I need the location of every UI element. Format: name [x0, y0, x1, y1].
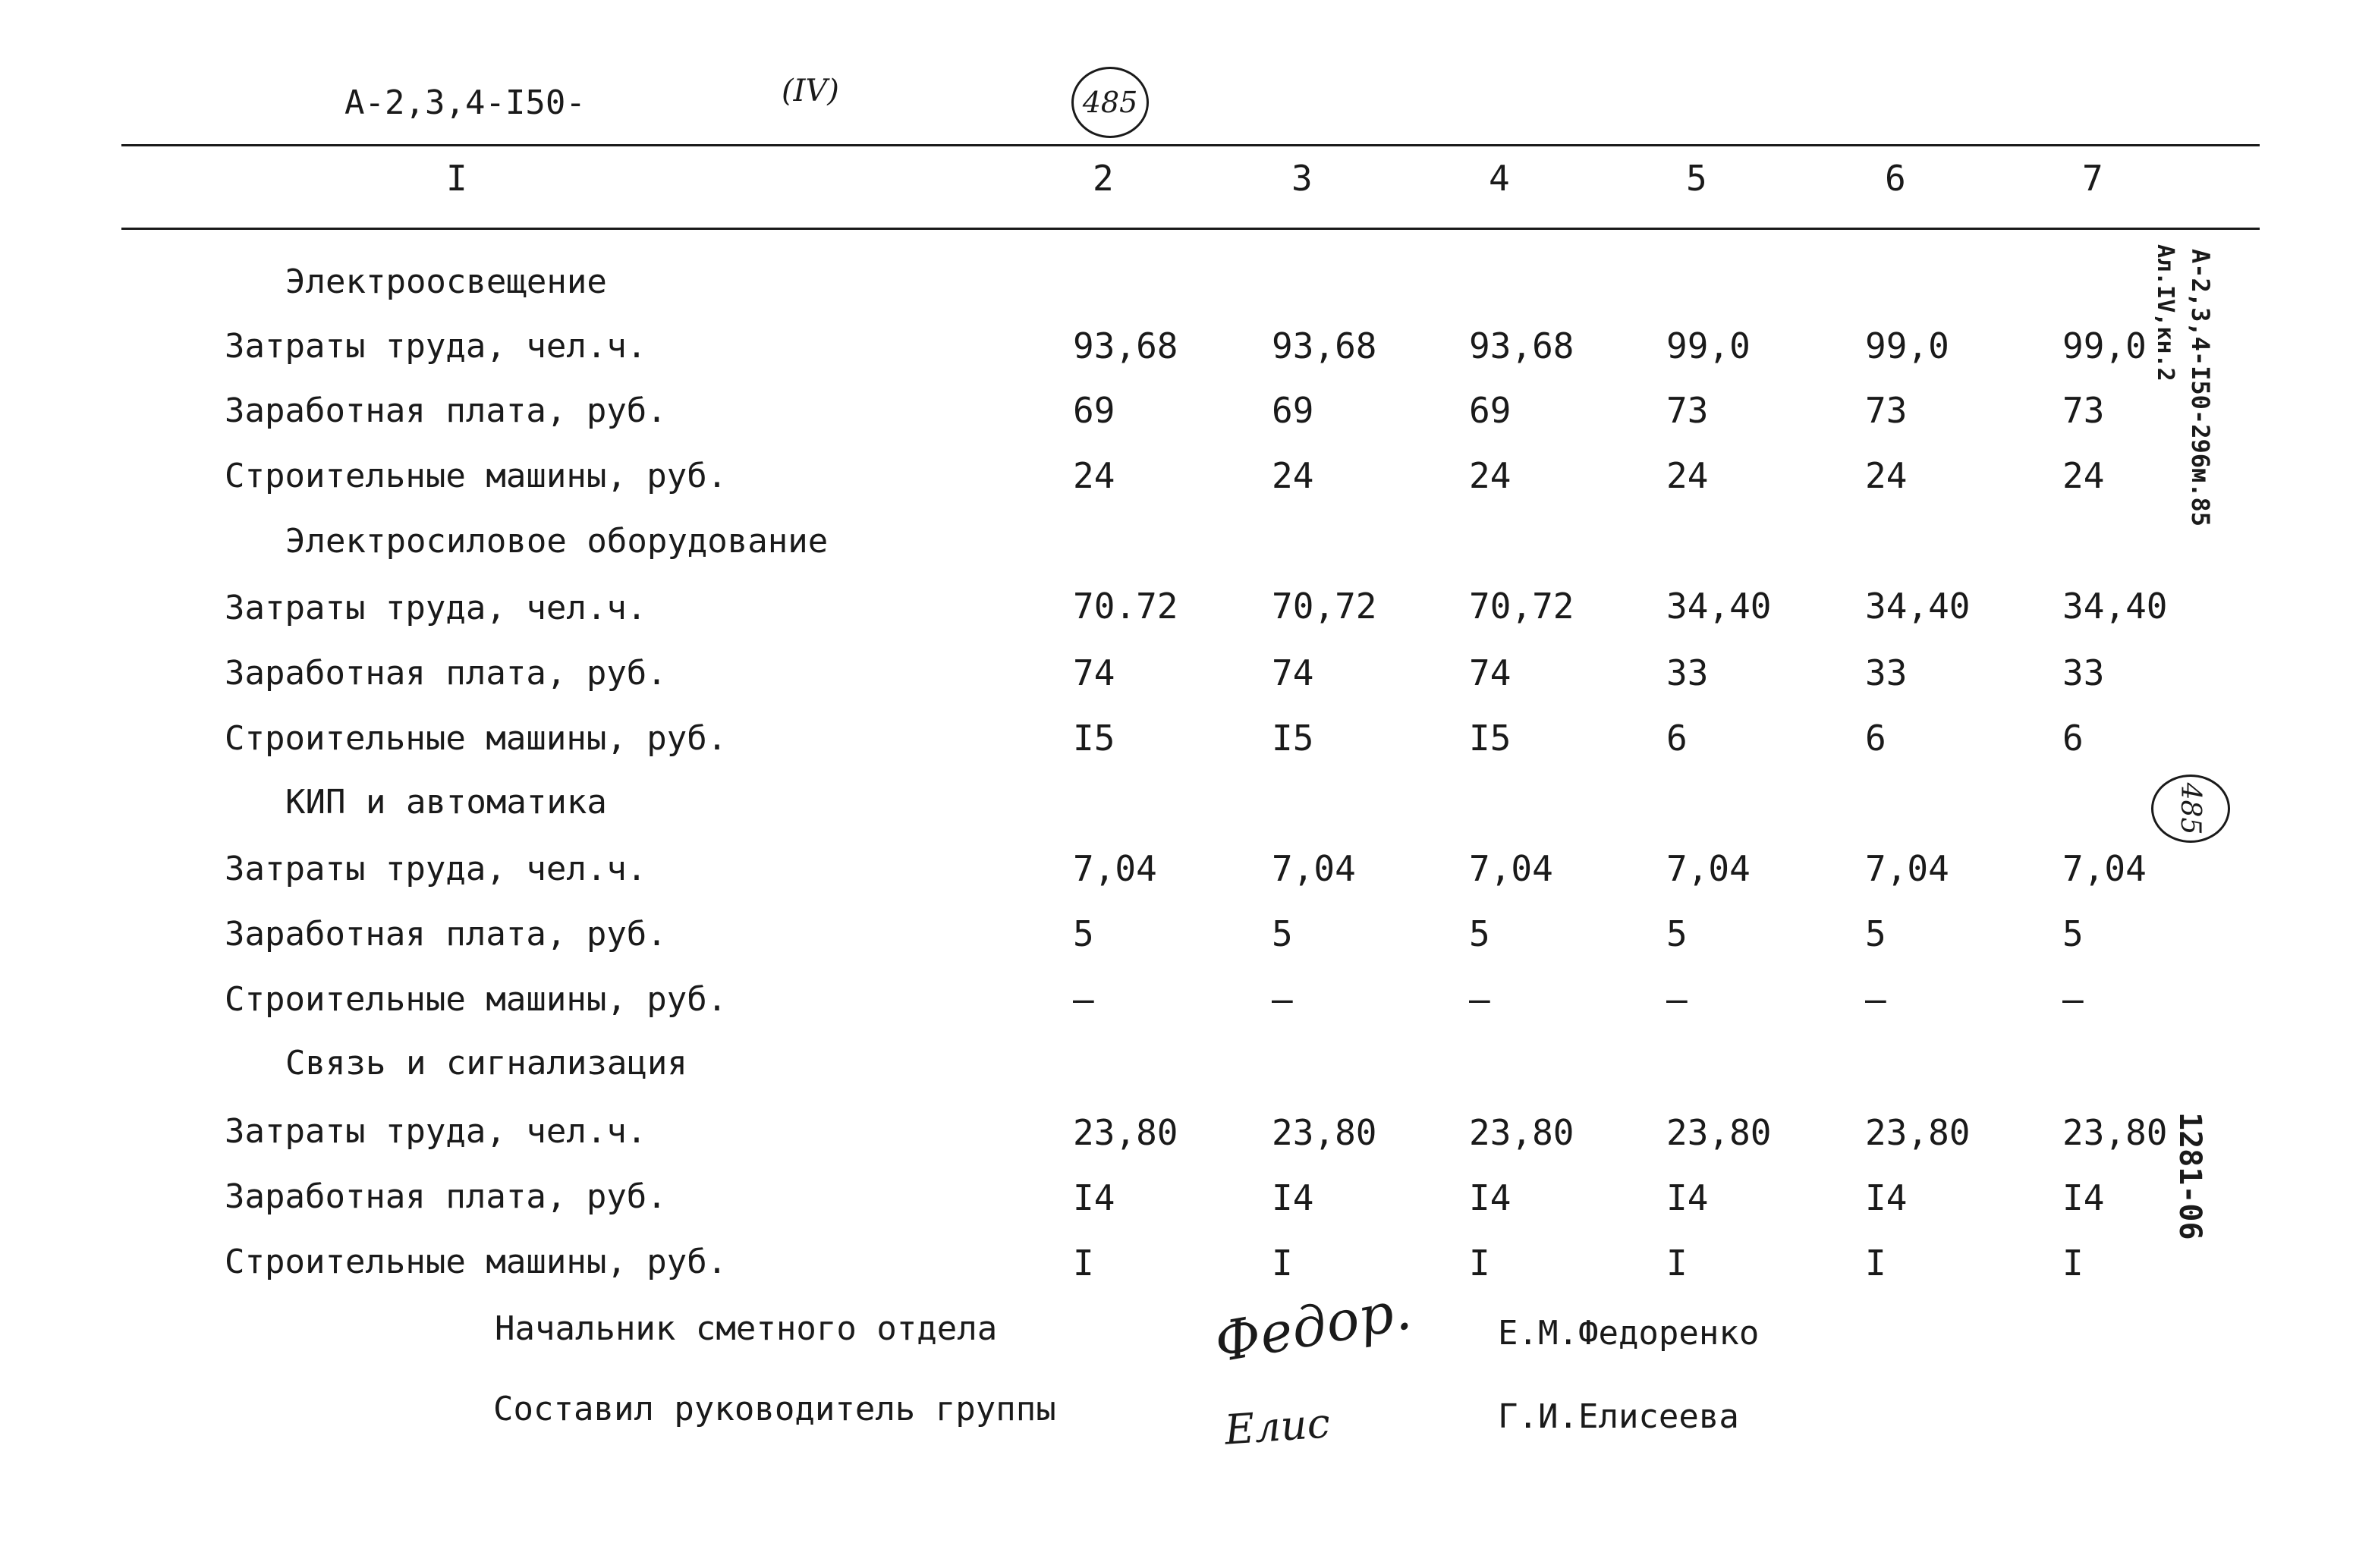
table-top-rule [121, 144, 2260, 146]
table-cell: 93,68 [1272, 325, 1377, 366]
table-cell: 6 [1666, 718, 1688, 759]
table-cell: 6 [2062, 718, 2084, 759]
sheet-stamp-number: 485 [2175, 782, 2207, 835]
table-cell: 93,68 [1469, 325, 1574, 366]
column-header-7: 7 [2082, 158, 2103, 199]
document-code: А-2,3,4-I50- [344, 83, 586, 122]
table-cell: 69 [1073, 390, 1115, 431]
table-cell: 23,80 [1272, 1112, 1377, 1153]
table-cell: I4 [2062, 1177, 2105, 1218]
table-cell: 99,0 [2062, 325, 2147, 366]
table-cell: 7,04 [1469, 848, 1553, 889]
table-cell: I [1272, 1243, 1293, 1284]
album-volume: Ал.IV,кн.2 [2152, 244, 2178, 382]
table-cell: 74 [1272, 652, 1314, 693]
table-cell: I5 [1272, 718, 1314, 759]
table-cell: 5 [1865, 913, 1886, 954]
row-label: Заработная плата, руб. [225, 391, 667, 430]
table-cell: 70,72 [1272, 586, 1377, 627]
table-cell: I [1469, 1243, 1490, 1284]
table-cell: 74 [1073, 652, 1115, 693]
table-cell: 24 [1073, 455, 1115, 496]
table-cell: 5 [1272, 913, 1293, 954]
column-header-5: 5 [1686, 158, 1707, 199]
table-cell: I [1073, 1243, 1094, 1284]
row-label: Затраты труда, чел.ч. [225, 1112, 647, 1151]
table-cell: 23,80 [1469, 1112, 1574, 1153]
table-cell: – [2062, 979, 2084, 1020]
table-cell: 7,04 [1073, 848, 1157, 889]
signature: Федор. [1210, 1277, 1416, 1375]
section-title: Электросиловое оборудование [285, 522, 829, 561]
table-cell: I4 [1865, 1177, 1908, 1218]
column-header-6: 6 [1885, 158, 1906, 199]
table-cell: I [1666, 1243, 1688, 1284]
row-label: Строительные машины, руб. [225, 457, 728, 495]
section-title: Электроосвещение [285, 262, 607, 301]
table-cell: 24 [2062, 455, 2105, 496]
table-cell: 24 [1666, 455, 1709, 496]
signatory-position: Начальник сметного отдела [495, 1309, 998, 1348]
table-cell: 73 [1865, 390, 1908, 431]
table-cell: – [1865, 979, 1886, 1020]
table-cell: 23,80 [2062, 1112, 2168, 1153]
table-cell: – [1666, 979, 1688, 1020]
row-label: Заработная плата, руб. [225, 915, 667, 954]
section-title: КИП и автоматика [285, 783, 607, 822]
table-cell: I4 [1469, 1177, 1512, 1218]
table-cell: 70.72 [1073, 586, 1178, 627]
table-cell: 24 [1865, 455, 1908, 496]
row-label: Затраты труда, чел.ч. [225, 327, 647, 366]
table-cell: 5 [1073, 913, 1094, 954]
page-stamp [1071, 67, 1149, 138]
signatory-name: Е.М.Федоренко [1498, 1314, 1760, 1353]
table-cell: 70,72 [1469, 586, 1574, 627]
part-number: (IV) [782, 74, 839, 108]
table-cell: 93,68 [1073, 325, 1178, 366]
table-cell: 5 [1666, 913, 1688, 954]
table-cell: 24 [1469, 455, 1512, 496]
table-cell: 34,40 [1666, 586, 1772, 627]
row-label: Заработная плата, руб. [225, 1177, 667, 1216]
table-cell: I [1865, 1243, 1886, 1284]
table-header-rule [121, 228, 2260, 230]
page-stamp-number: 485 [1082, 86, 1138, 119]
column-header-2: 2 [1093, 158, 1114, 199]
table-cell: 34,40 [2062, 586, 2168, 627]
table-cell: 99,0 [1666, 325, 1751, 366]
table-cell: 33 [1865, 652, 1908, 693]
table-cell: I4 [1272, 1177, 1314, 1218]
row-label: Строительные машины, руб. [225, 1243, 728, 1281]
column-header-3: 3 [1291, 158, 1313, 199]
signature: Елис [1222, 1399, 1332, 1454]
table-cell: I5 [1469, 718, 1512, 759]
table-cell: 73 [1666, 390, 1709, 431]
row-label: Затраты труда, чел.ч. [225, 850, 647, 888]
table-cell: 6 [1865, 718, 1886, 759]
section-title: Связь и сигнализация [285, 1044, 687, 1083]
table-cell: 73 [2062, 390, 2105, 431]
table-cell: 24 [1272, 455, 1314, 496]
table-cell: 7,04 [2062, 848, 2147, 889]
column-header-1: I [446, 158, 467, 199]
table-cell: 69 [1272, 390, 1314, 431]
table-cell: 34,40 [1865, 586, 1971, 627]
table-cell: 69 [1469, 390, 1512, 431]
table-cell: 23,80 [1073, 1112, 1178, 1153]
table-cell: 7,04 [1666, 848, 1751, 889]
row-label: Строительные машины, руб. [225, 980, 728, 1019]
table-cell: I4 [1073, 1177, 1115, 1218]
table-cell: I [2062, 1243, 2084, 1284]
table-cell: 74 [1469, 652, 1512, 693]
table-cell: – [1469, 979, 1490, 1020]
table-cell: 33 [1666, 652, 1709, 693]
table-cell: 23,80 [1666, 1112, 1772, 1153]
order-code: 1281-06 [2172, 1112, 2207, 1240]
table-cell: I5 [1073, 718, 1115, 759]
row-label: Строительные машины, руб. [225, 719, 728, 758]
row-label: Затраты труда, чел.ч. [225, 589, 647, 627]
table-cell: 7,04 [1272, 848, 1356, 889]
signatory-name: Г.И.Елисеева [1498, 1397, 1739, 1436]
table-cell: 7,04 [1865, 848, 1949, 889]
table-cell: 99,0 [1865, 325, 1949, 366]
table-cell: 33 [2062, 652, 2105, 693]
table-cell: 5 [1469, 913, 1490, 954]
album-reference: А-2,3,4-I50-296м.85 [2186, 249, 2215, 527]
row-label: Заработная плата, руб. [225, 654, 667, 693]
table-cell: – [1073, 979, 1094, 1020]
table-cell: I4 [1666, 1177, 1709, 1218]
table-cell: 23,80 [1865, 1112, 1971, 1153]
table-cell: 5 [2062, 913, 2084, 954]
signatory-position: Составил руководитель группы [493, 1390, 1056, 1428]
sheet-stamp [2151, 775, 2230, 843]
table-cell: – [1272, 979, 1293, 1020]
column-header-4: 4 [1489, 158, 1510, 199]
